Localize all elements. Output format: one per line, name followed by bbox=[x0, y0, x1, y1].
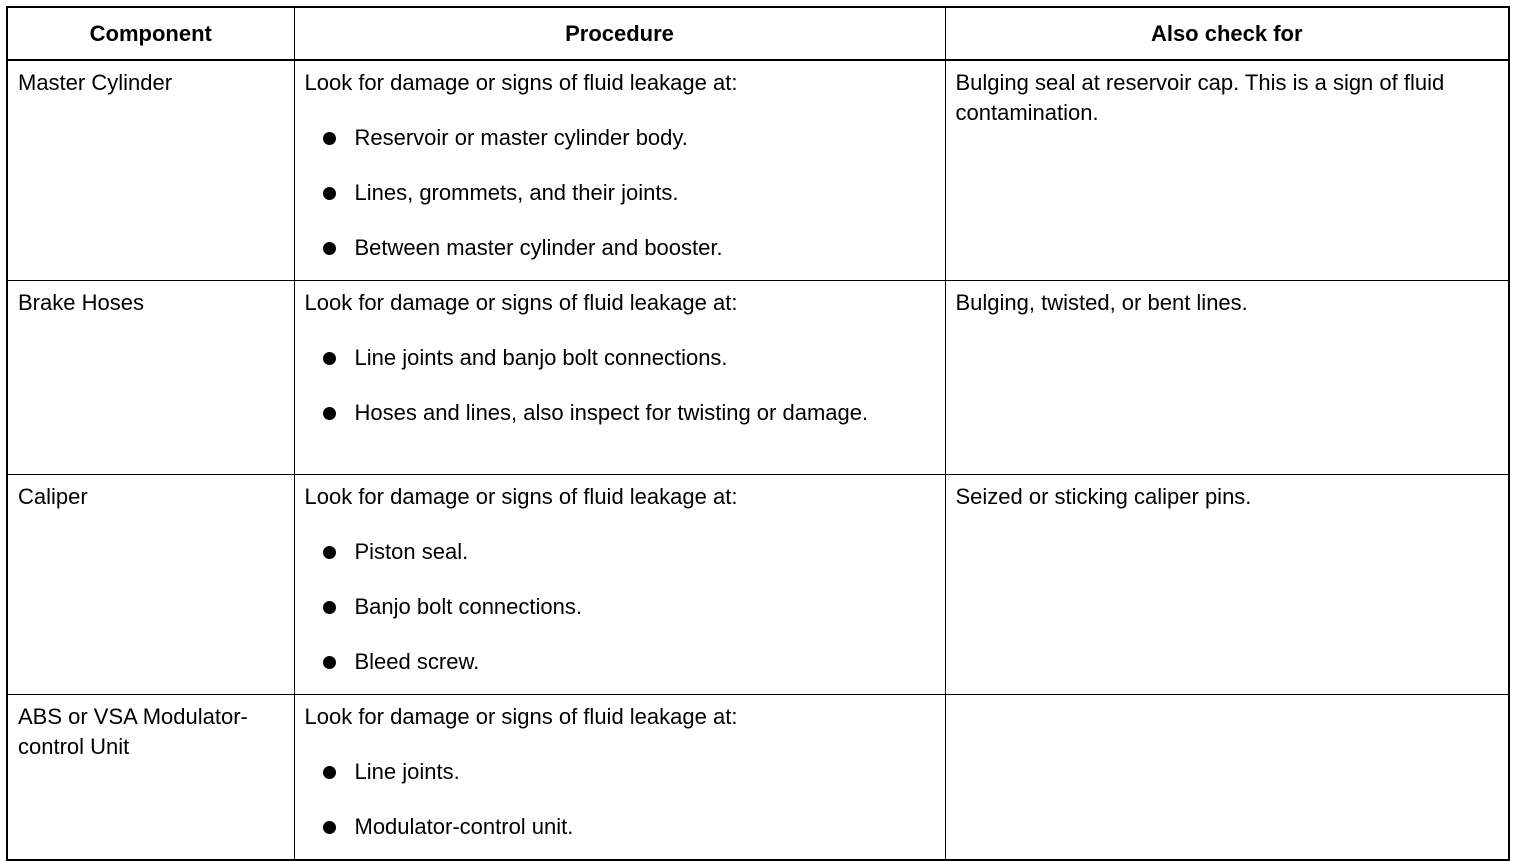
list-item-text: Hoses and lines, also inspect for twisting or damage. bbox=[354, 400, 869, 425]
list-item bbox=[305, 123, 935, 153]
table-row bbox=[7, 60, 1509, 281]
bullet-icon bbox=[323, 407, 336, 420]
header-also-check: Also check for bbox=[945, 7, 1509, 60]
bullet-icon bbox=[323, 656, 336, 669]
procedure-list bbox=[305, 537, 935, 677]
bullet-icon bbox=[323, 821, 336, 834]
bullet-icon bbox=[323, 242, 336, 255]
table-row bbox=[7, 475, 1509, 695]
list-item-text: Reservoir or master cylinder body. bbox=[354, 125, 688, 150]
list-item-text: Line joints and banjo bolt connections. bbox=[354, 345, 728, 370]
also-check-cell bbox=[945, 475, 1509, 695]
procedure-intro: Look for damage or signs of fluid leakage at: bbox=[304, 484, 738, 509]
component-cell bbox=[7, 695, 294, 861]
bullet-icon bbox=[323, 766, 336, 779]
also-check-text: Bulging seal at reservoir cap. This is a sign of fluid contamination. bbox=[955, 70, 1445, 125]
also-check-cell bbox=[945, 695, 1509, 861]
header-row bbox=[7, 7, 1509, 60]
list-item-text: Modulator-control unit. bbox=[354, 814, 574, 839]
list-item bbox=[305, 343, 935, 373]
list-item bbox=[305, 592, 935, 622]
component-name: ABS or VSA Modulator-control Unit bbox=[18, 704, 248, 759]
list-item bbox=[305, 757, 935, 787]
list-item-text: Line joints. bbox=[354, 759, 460, 784]
bullet-icon bbox=[323, 601, 336, 614]
list-item-text: Banjo bolt connections. bbox=[354, 594, 582, 619]
procedure-cell bbox=[294, 60, 945, 281]
procedure-list bbox=[305, 757, 935, 842]
component-cell bbox=[7, 281, 294, 475]
list-item-text: Piston seal. bbox=[354, 539, 469, 564]
list-item bbox=[305, 233, 935, 263]
table-row bbox=[7, 695, 1509, 861]
procedure-list bbox=[305, 343, 935, 428]
list-item bbox=[305, 812, 935, 842]
header-component: Component bbox=[7, 7, 294, 60]
procedure-intro: Look for damage or signs of fluid leakage at: bbox=[304, 70, 738, 95]
list-item bbox=[305, 178, 935, 208]
procedure-cell bbox=[294, 695, 945, 861]
procedure-intro: Look for damage or signs of fluid leakage at: bbox=[304, 290, 738, 315]
list-item bbox=[305, 647, 935, 677]
table-row bbox=[7, 281, 1509, 475]
procedure-list bbox=[305, 123, 935, 263]
list-item-text: Lines, grommets, and their joints. bbox=[354, 180, 679, 205]
component-name: Master Cylinder bbox=[18, 70, 173, 95]
procedure-cell bbox=[294, 475, 945, 695]
list-item bbox=[305, 537, 935, 567]
also-check-text: Seized or sticking caliper pins. bbox=[955, 484, 1252, 509]
component-cell bbox=[7, 60, 294, 281]
component-name: Brake Hoses bbox=[18, 290, 144, 315]
component-cell bbox=[7, 475, 294, 695]
bullet-icon bbox=[323, 132, 336, 145]
also-check-cell bbox=[945, 60, 1509, 281]
bullet-icon bbox=[323, 546, 336, 559]
also-check-cell bbox=[945, 281, 1509, 475]
bullet-icon bbox=[323, 187, 336, 200]
procedure-cell bbox=[294, 281, 945, 475]
component-name: Caliper bbox=[18, 484, 88, 509]
list-item-text: Between master cylinder and booster. bbox=[354, 235, 723, 260]
also-check-text: Bulging, twisted, or bent lines. bbox=[955, 290, 1248, 315]
list-item-text: Bleed screw. bbox=[354, 649, 480, 674]
procedure-intro: Look for damage or signs of fluid leakage at: bbox=[304, 704, 738, 729]
header-procedure: Procedure bbox=[294, 7, 945, 60]
list-item bbox=[305, 398, 935, 428]
also-check-text bbox=[956, 695, 1499, 702]
inspection-table bbox=[6, 6, 1510, 861]
bullet-icon bbox=[323, 352, 336, 365]
